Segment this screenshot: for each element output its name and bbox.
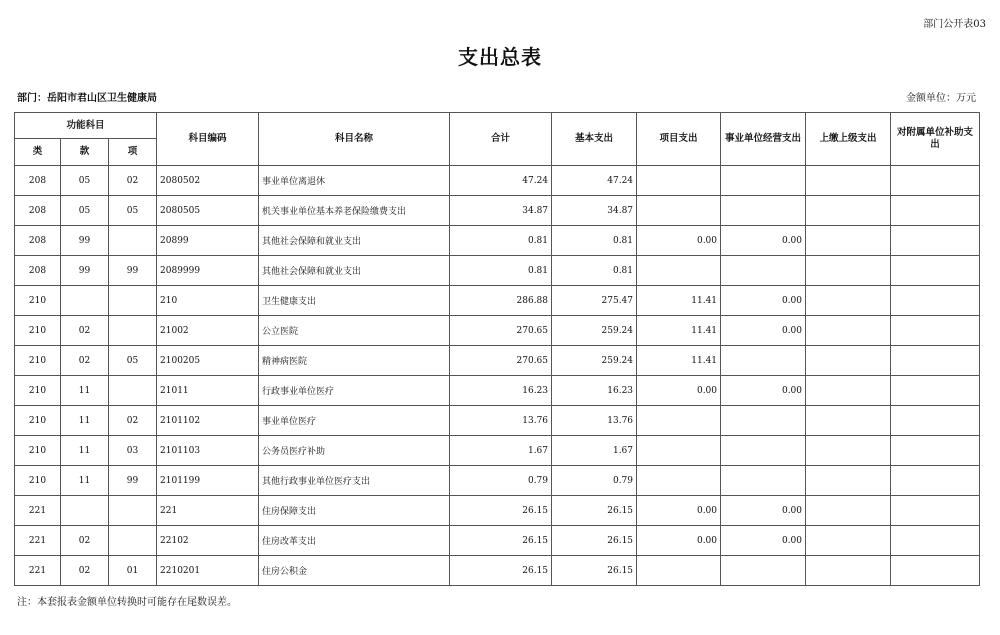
cell-code: 221	[157, 496, 259, 526]
cell-name: 精神病医院	[259, 346, 450, 376]
cell-xiang: 02	[109, 166, 157, 196]
cell-code: 2080505	[157, 196, 259, 226]
cell-xiang: 05	[109, 196, 157, 226]
cell-total: 1.67	[450, 436, 552, 466]
cell-project: 0.00	[637, 376, 721, 406]
cell-total: 34.87	[450, 196, 552, 226]
cell-total: 286.88	[450, 286, 552, 316]
cell-code: 2210201	[157, 556, 259, 586]
col-header-basic: 基本支出	[552, 113, 637, 166]
cell-subsidy	[891, 406, 980, 436]
cell-name: 事业单位医疗	[259, 406, 450, 436]
cell-basic: 26.15	[552, 496, 637, 526]
cell-total: 0.81	[450, 256, 552, 286]
cell-subsidy	[891, 496, 980, 526]
cell-basic: 26.15	[552, 556, 637, 586]
page-title: 支出总表	[458, 45, 542, 69]
cell-lei: 208	[15, 166, 61, 196]
cell-upper	[806, 556, 891, 586]
cell-total: 0.79	[450, 466, 552, 496]
cell-xiang	[109, 286, 157, 316]
cell-business: 0.00	[721, 316, 806, 346]
cell-basic: 13.76	[552, 406, 637, 436]
cell-business	[721, 556, 806, 586]
cell-lei: 208	[15, 256, 61, 286]
table-row	[15, 436, 980, 466]
cell-upper	[806, 466, 891, 496]
cell-basic: 34.87	[552, 196, 637, 226]
cell-total: 270.65	[450, 346, 552, 376]
cell-subsidy	[891, 256, 980, 286]
cell-name: 其他社会保障和就业支出	[259, 226, 450, 256]
cell-kuan: 02	[61, 526, 109, 556]
cell-project: 0.00	[637, 526, 721, 556]
cell-lei: 221	[15, 556, 61, 586]
cell-lei: 208	[15, 226, 61, 256]
cell-xiang: 03	[109, 436, 157, 466]
cell-business: 0.00	[721, 226, 806, 256]
amount-unit-label: 金额单位：万元	[906, 93, 976, 104]
cell-kuan: 02	[61, 346, 109, 376]
cell-lei: 210	[15, 286, 61, 316]
cell-name: 住房改革支出	[259, 526, 450, 556]
cell-subsidy	[891, 346, 980, 376]
cell-lei: 210	[15, 436, 61, 466]
cell-basic: 0.79	[552, 466, 637, 496]
cell-upper	[806, 526, 891, 556]
cell-kuan: 11	[61, 466, 109, 496]
table-row	[15, 226, 980, 256]
cell-kuan: 05	[61, 196, 109, 226]
cell-code: 2080502	[157, 166, 259, 196]
col-header-kuan: 款	[61, 139, 109, 166]
cell-upper	[806, 256, 891, 286]
cell-basic: 47.24	[552, 166, 637, 196]
cell-code: 20899	[157, 226, 259, 256]
col-header-lei: 类	[15, 139, 61, 166]
cell-project	[637, 256, 721, 286]
cell-kuan: 02	[61, 556, 109, 586]
cell-upper	[806, 436, 891, 466]
table-row	[15, 556, 980, 586]
cell-subsidy	[891, 556, 980, 586]
cell-name: 事业单位离退休	[259, 166, 450, 196]
table-row	[15, 346, 980, 376]
cell-business	[721, 166, 806, 196]
cell-kuan: 02	[61, 316, 109, 346]
cell-business: 0.00	[721, 496, 806, 526]
cell-name: 公务员医疗补助	[259, 436, 450, 466]
cell-code: 2101199	[157, 466, 259, 496]
cell-lei: 208	[15, 196, 61, 226]
cell-project	[637, 556, 721, 586]
cell-subsidy	[891, 286, 980, 316]
cell-upper	[806, 166, 891, 196]
cell-xiang	[109, 376, 157, 406]
cell-kuan: 99	[61, 256, 109, 286]
cell-code: 21011	[157, 376, 259, 406]
cell-basic: 275.47	[552, 286, 637, 316]
cell-name: 住房保障支出	[259, 496, 450, 526]
cell-subsidy	[891, 466, 980, 496]
table-body	[15, 166, 980, 586]
cell-subsidy	[891, 196, 980, 226]
cell-lei: 210	[15, 346, 61, 376]
cell-basic: 0.81	[552, 256, 637, 286]
cell-lei: 210	[15, 376, 61, 406]
cell-kuan: 99	[61, 226, 109, 256]
cell-basic: 16.23	[552, 376, 637, 406]
cell-upper	[806, 316, 891, 346]
table-row	[15, 256, 980, 286]
cell-business	[721, 466, 806, 496]
cell-upper	[806, 196, 891, 226]
cell-lei: 210	[15, 406, 61, 436]
cell-xiang: 99	[109, 256, 157, 286]
cell-code: 2101103	[157, 436, 259, 466]
cell-project: 11.41	[637, 316, 721, 346]
col-header-project: 项目支出	[637, 113, 721, 166]
table-row	[15, 406, 980, 436]
table-row	[15, 496, 980, 526]
cell-name: 卫生健康支出	[259, 286, 450, 316]
expenditure-table	[14, 112, 980, 586]
cell-basic: 259.24	[552, 346, 637, 376]
cell-basic: 259.24	[552, 316, 637, 346]
cell-business	[721, 346, 806, 376]
cell-subsidy	[891, 376, 980, 406]
cell-subsidy	[891, 526, 980, 556]
cell-project	[637, 166, 721, 196]
table-row	[15, 376, 980, 406]
cell-business	[721, 436, 806, 466]
cell-upper	[806, 406, 891, 436]
table-row	[15, 196, 980, 226]
col-group-function-subject: 功能科目	[15, 113, 157, 139]
cell-xiang	[109, 316, 157, 346]
cell-upper	[806, 496, 891, 526]
cell-kuan	[61, 496, 109, 526]
cell-kuan: 11	[61, 406, 109, 436]
cell-basic: 26.15	[552, 526, 637, 556]
cell-total: 16.23	[450, 376, 552, 406]
cell-lei: 221	[15, 496, 61, 526]
col-header-business: 事业单位经营支出	[721, 113, 806, 166]
table-row	[15, 466, 980, 496]
cell-name: 住房公积金	[259, 556, 450, 586]
cell-basic: 0.81	[552, 226, 637, 256]
cell-project: 0.00	[637, 226, 721, 256]
table-row	[15, 316, 980, 346]
cell-project	[637, 436, 721, 466]
cell-kuan: 11	[61, 376, 109, 406]
cell-basic: 1.67	[552, 436, 637, 466]
cell-total: 0.81	[450, 226, 552, 256]
cell-kuan: 11	[61, 436, 109, 466]
cell-xiang	[109, 496, 157, 526]
cell-project	[637, 406, 721, 436]
cell-subsidy	[891, 166, 980, 196]
cell-total: 26.15	[450, 526, 552, 556]
cell-xiang: 99	[109, 466, 157, 496]
cell-business: 0.00	[721, 526, 806, 556]
cell-name: 机关事业单位基本养老保险缴费支出	[259, 196, 450, 226]
cell-lei: 210	[15, 466, 61, 496]
cell-kuan: 05	[61, 166, 109, 196]
cell-project	[637, 466, 721, 496]
cell-name: 其他社会保障和就业支出	[259, 256, 450, 286]
cell-subsidy	[891, 226, 980, 256]
cell-code: 210	[157, 286, 259, 316]
col-header-total: 合计	[450, 113, 552, 166]
table-row	[15, 166, 980, 196]
cell-lei: 210	[15, 316, 61, 346]
cell-business: 0.00	[721, 376, 806, 406]
col-header-upper: 上缴上级支出	[806, 113, 891, 166]
cell-total: 13.76	[450, 406, 552, 436]
cell-total: 47.24	[450, 166, 552, 196]
table-row	[15, 526, 980, 556]
cell-code: 2101102	[157, 406, 259, 436]
col-header-code: 科目编码	[157, 113, 259, 166]
cell-name: 公立医院	[259, 316, 450, 346]
cell-upper	[806, 346, 891, 376]
cell-business: 0.00	[721, 286, 806, 316]
cell-code: 21002	[157, 316, 259, 346]
cell-project: 11.41	[637, 346, 721, 376]
cell-xiang: 01	[109, 556, 157, 586]
cell-lei: 221	[15, 526, 61, 556]
col-header-name: 科目名称	[259, 113, 450, 166]
cell-upper	[806, 226, 891, 256]
col-header-xiang: 项	[109, 139, 157, 166]
cell-business	[721, 196, 806, 226]
cell-business	[721, 256, 806, 286]
cell-subsidy	[891, 316, 980, 346]
table-row	[15, 286, 980, 316]
cell-xiang: 05	[109, 346, 157, 376]
cell-xiang	[109, 526, 157, 556]
cell-code: 2089999	[157, 256, 259, 286]
cell-total: 26.15	[450, 556, 552, 586]
cell-project	[637, 196, 721, 226]
cell-upper	[806, 286, 891, 316]
cell-total: 270.65	[450, 316, 552, 346]
cell-xiang: 02	[109, 406, 157, 436]
cell-code: 2100205	[157, 346, 259, 376]
cell-code: 22102	[157, 526, 259, 556]
cell-subsidy	[891, 436, 980, 466]
cell-total: 26.15	[450, 496, 552, 526]
col-header-subsidy: 对附属单位补助支出	[891, 113, 980, 166]
cell-name: 其他行政事业单位医疗支出	[259, 466, 450, 496]
cell-project: 11.41	[637, 286, 721, 316]
footnote: 注：本套报表金额单位转换时可能存在尾数误差。	[17, 597, 237, 608]
department-label: 部门：岳阳市君山区卫生健康局	[17, 93, 157, 104]
form-number: 部门公开表03	[923, 19, 986, 30]
cell-upper	[806, 376, 891, 406]
cell-project: 0.00	[637, 496, 721, 526]
cell-business	[721, 406, 806, 436]
cell-xiang	[109, 226, 157, 256]
cell-name: 行政事业单位医疗	[259, 376, 450, 406]
cell-kuan	[61, 286, 109, 316]
